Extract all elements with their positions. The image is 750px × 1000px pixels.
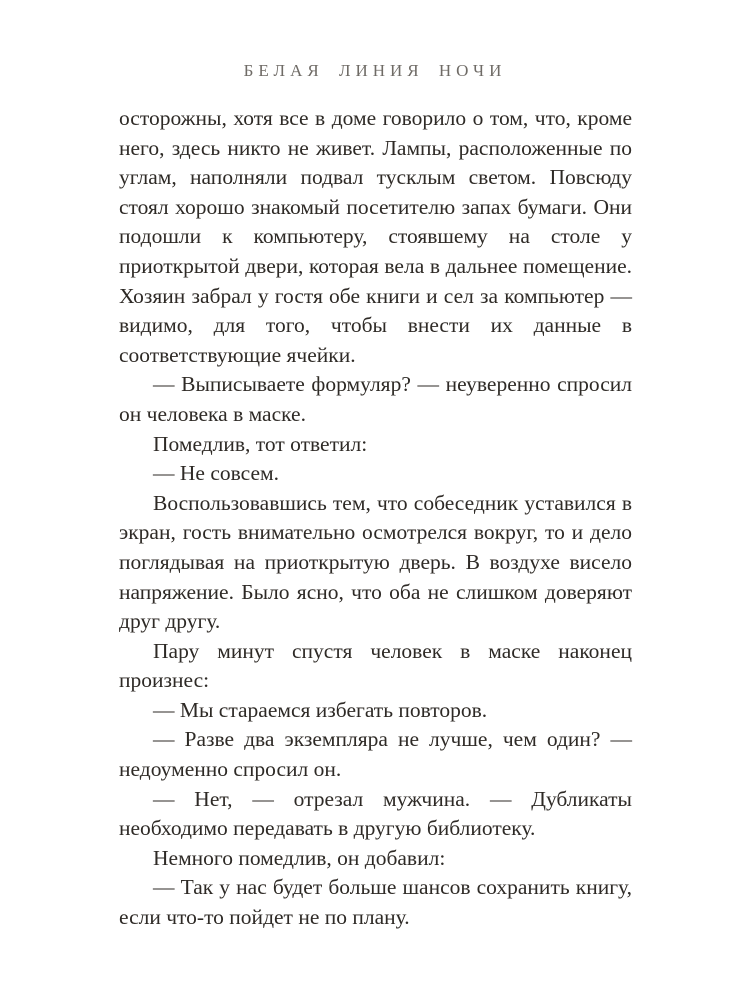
- paragraph: Воспользовавшись тем, что собеседник уставился в экран, гость внимательно осмотрелся вокруг, то и дело поглядывая на приоткрытую дверь. В воздухе висело напряжение. Было ясно, что оба не слишком доверяют друг другу.: [119, 490, 632, 634]
- paragraph: Пару минут спустя человек в маске наконец произнес:: [119, 638, 632, 693]
- paragraph: — Нет, — отрезал мужчина. — Дубликаты необходимо передавать в другую библиотеку.: [119, 786, 632, 841]
- paragraph: осторожны, хотя все в доме говорило о том, что, кроме него, здесь никто не живет. Лампы, расположенные по углам, наполняли подвал тусклым светом. Повсюду стоял хорошо знакомый посетителю запах бумаги. Они подошли к компьютеру, стоявшему на столе у приоткрытой двери, которая вела в дальнее помещение. Хозяин забрал у гостя обе книги и сел за компьютер — видимо, для того, чтобы внести их данные в соответствующие ячейки.: [119, 106, 632, 367]
- paragraph: Помедлив, тот ответил:: [153, 431, 368, 456]
- running-header: БЕЛАЯ ЛИНИЯ НОЧИ: [243, 61, 507, 80]
- paragraph: — Не совсем.: [153, 461, 279, 486]
- paragraph: Немного помедлив, он добавил:: [153, 845, 446, 870]
- page-body: [119, 104, 632, 933]
- paragraph: — Так у нас будет больше шансов сохранить книгу, если что-то пойдет не по плану.: [119, 875, 632, 930]
- paragraph: — Разве два экземпляра не лучше, чем один? — недоуменно спросил он.: [119, 727, 632, 782]
- paragraph: — Мы стараемся избегать повторов.: [153, 697, 488, 722]
- paragraph: — Выписываете формуляр? — неуверенно спросил он человека в маске.: [119, 372, 632, 426]
